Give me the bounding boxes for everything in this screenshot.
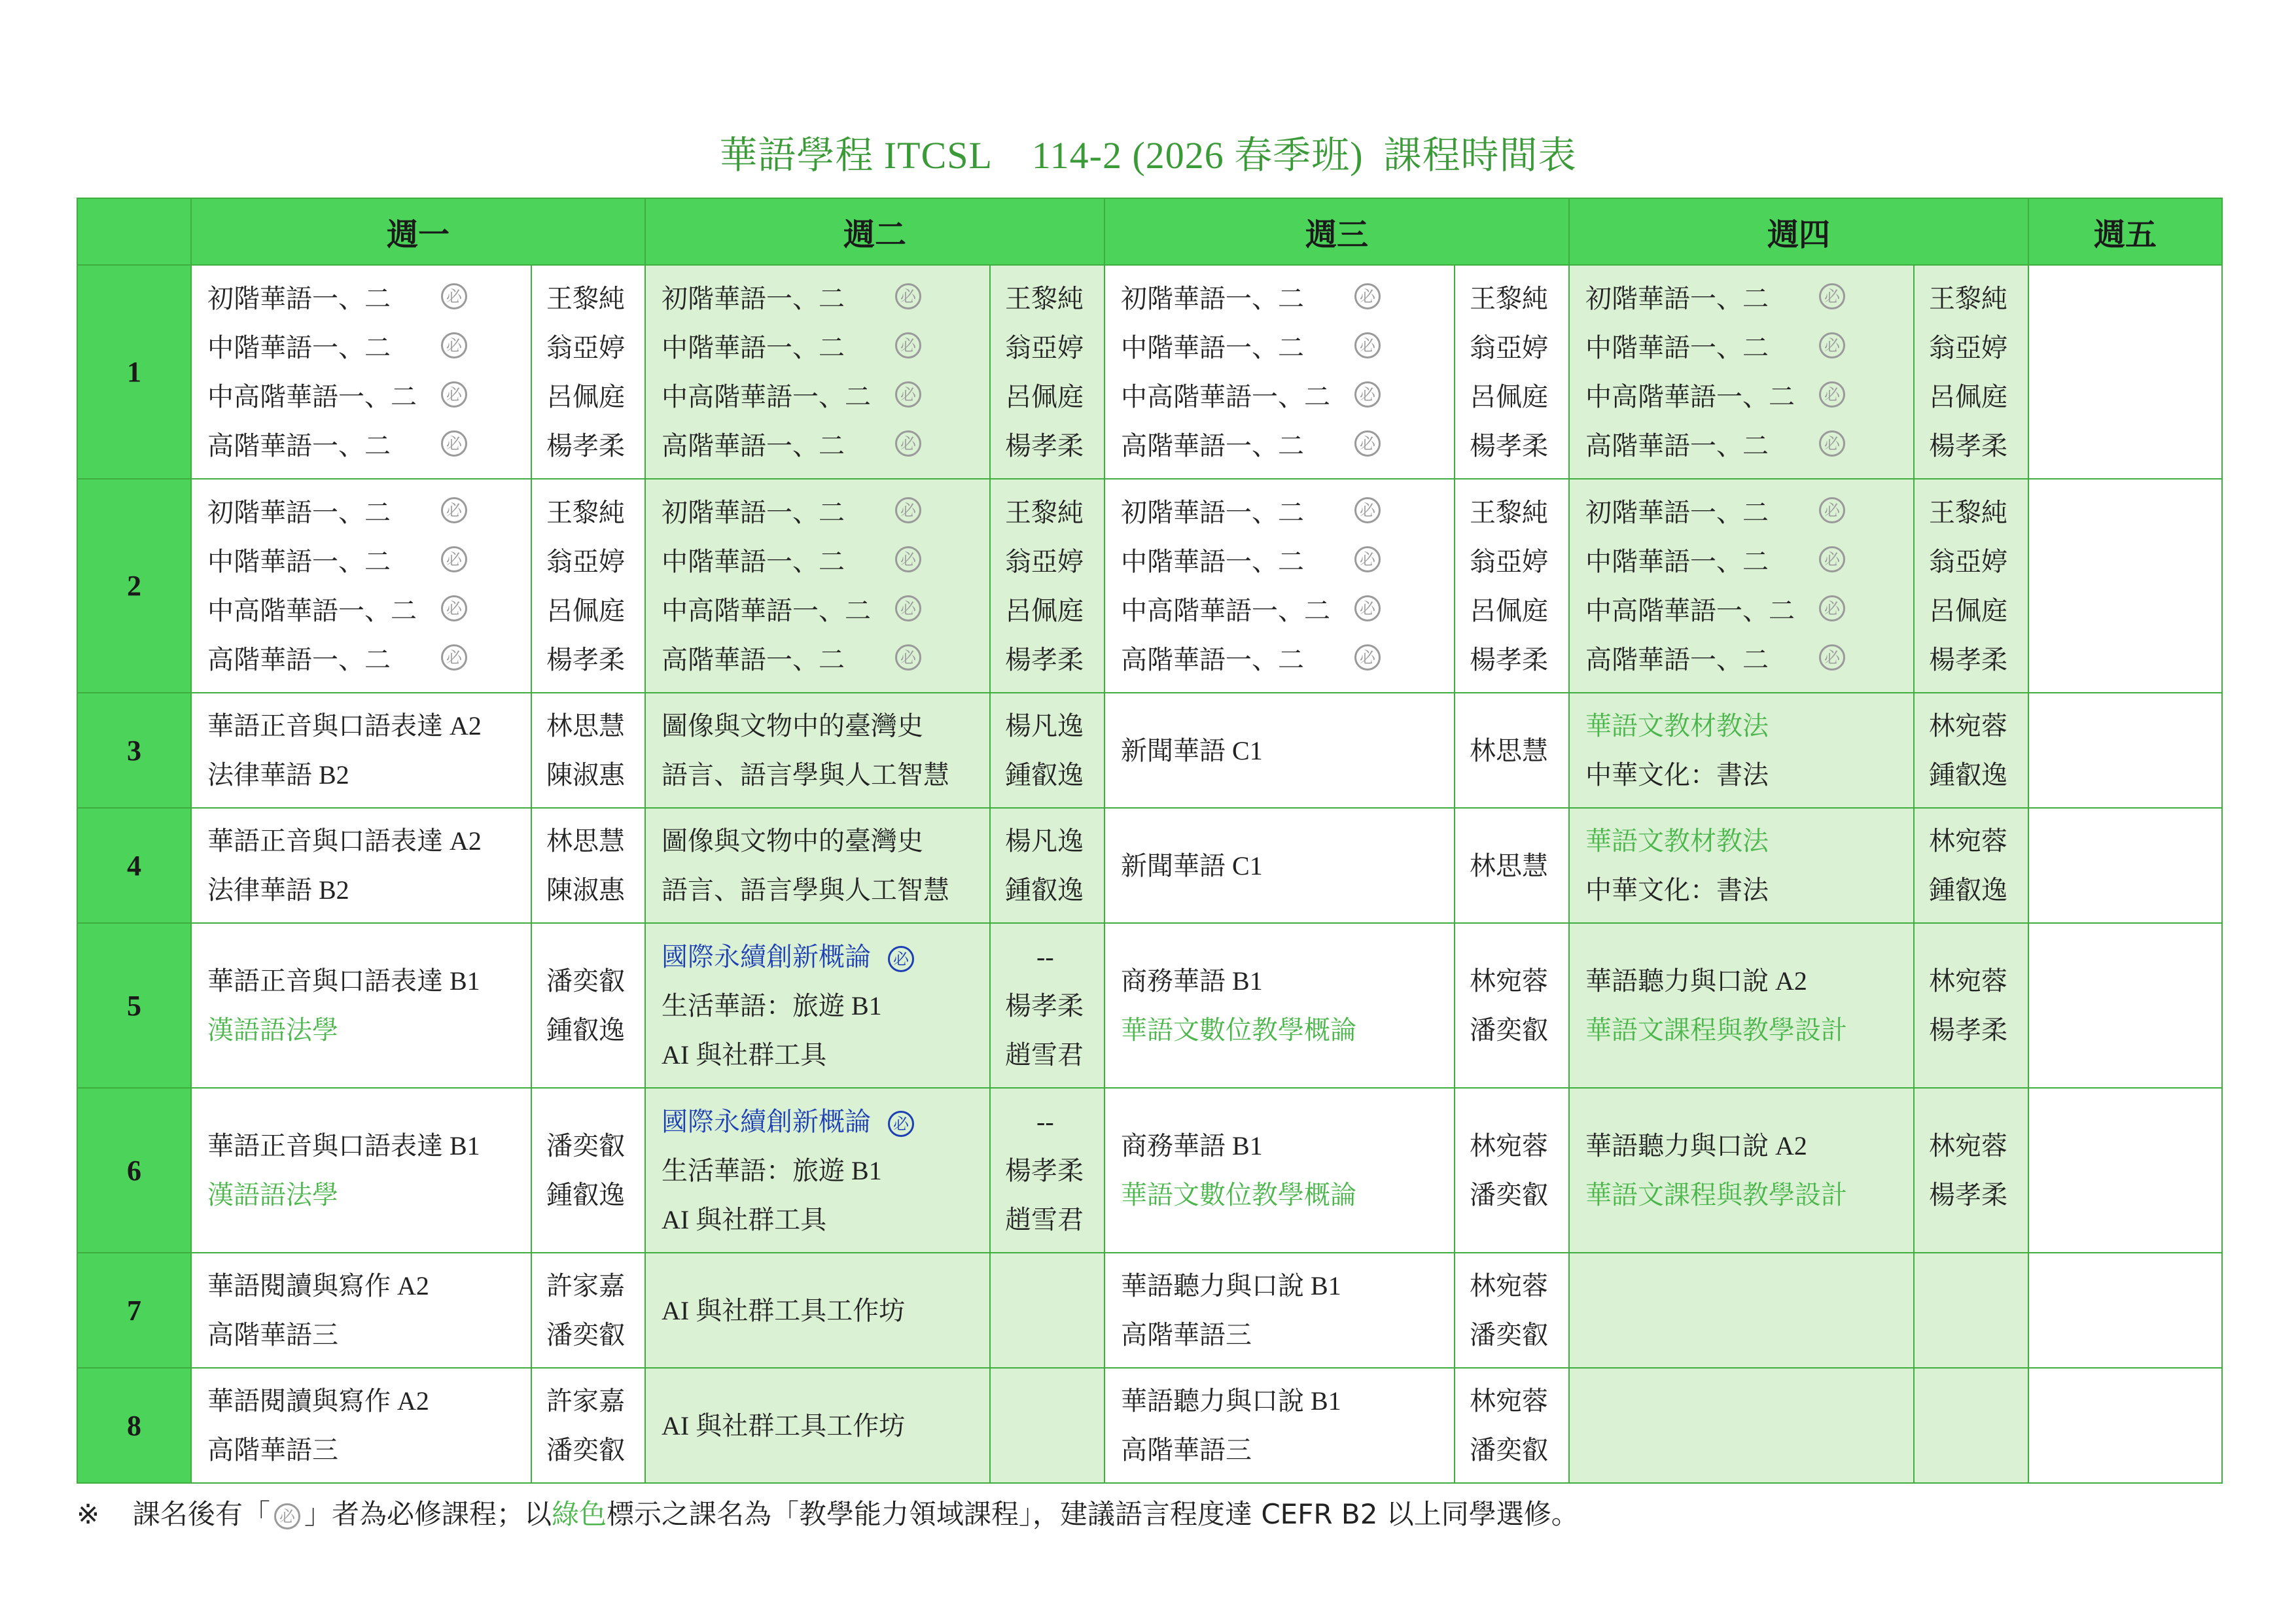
header-thursday: 週四 xyxy=(1569,198,2028,265)
course-name: 國際永續創新概論 xyxy=(662,1106,872,1136)
teacher-name: 翁亞婷 xyxy=(546,546,625,576)
teacher-name: 林宛蓉 xyxy=(1470,1271,1549,1300)
teacher-name: 林宛蓉 xyxy=(1929,711,2008,741)
course-name: 高階華語一、二 xyxy=(207,430,391,461)
course-name: 初階華語一、二 xyxy=(1585,497,1769,527)
required-icon: 必 xyxy=(1819,595,1845,621)
course-cell-thursday xyxy=(1569,1368,1914,1483)
required-icon: 必 xyxy=(895,497,921,523)
teacher-cell-monday xyxy=(531,1253,645,1368)
teacher-name: 楊孝柔 xyxy=(1929,430,2008,461)
teacher-name: 潘奕叡 xyxy=(1470,1320,1549,1350)
teacher-cell-wednesday xyxy=(1455,1253,1569,1368)
course-name: 高階華語一、二 xyxy=(662,644,845,674)
required-icon: 必 xyxy=(1819,430,1845,457)
course-name: 華語文教材教法 xyxy=(1585,826,1769,856)
teacher-name: 鍾叡逸 xyxy=(1005,875,1084,905)
teacher-name: -- xyxy=(1036,1106,1054,1136)
course-name: 中階華語一、二 xyxy=(1121,546,1305,576)
required-icon: 必 xyxy=(1819,546,1845,572)
teacher-name: 楊孝柔 xyxy=(1005,1155,1084,1185)
required-icon: 必 xyxy=(441,595,467,621)
course-name: 生活華語：旅遊 B1 xyxy=(662,1155,882,1185)
course-name: 中華文化：書法 xyxy=(1585,760,1769,790)
teacher-name: 王黎純 xyxy=(1470,497,1549,527)
teacher-name: 楊凡逸 xyxy=(1005,711,1084,741)
table-row xyxy=(77,923,2222,1088)
teacher-cell-wednesday xyxy=(1455,923,1569,1088)
teacher-cell-wednesday xyxy=(1455,808,1569,923)
teacher-name: 翁亞婷 xyxy=(1005,546,1084,576)
teacher-name: 陳淑惠 xyxy=(546,875,625,905)
header-corner xyxy=(77,198,191,265)
teacher-cell-tuesday xyxy=(990,1253,1104,1368)
teacher-name: 王黎純 xyxy=(546,497,625,527)
course-name: 法律華語 B2 xyxy=(207,875,349,905)
course-name: 高階華語一、二 xyxy=(1121,430,1305,461)
teacher-cell-tuesday xyxy=(990,693,1104,808)
table-row xyxy=(77,693,2222,808)
teacher-name: 潘奕叡 xyxy=(546,1435,625,1465)
course-name: 國際永續創新概論 xyxy=(662,941,872,971)
friday-cell xyxy=(2028,808,2222,923)
course-cell-monday xyxy=(191,479,531,693)
required-icon: 必 xyxy=(441,381,467,408)
course-name: 新聞華語 C1 xyxy=(1121,735,1263,765)
teacher-name: 楊孝柔 xyxy=(1470,430,1549,461)
note-text-3: 標示之課名為「教學能力領域課程」，建議語言程度達 CEFR B2 以上同學選修。 xyxy=(606,1498,1579,1530)
course-name: 中階華語一、二 xyxy=(207,332,391,362)
course-name: 華語聽力與口說 B1 xyxy=(1121,1386,1341,1416)
teacher-name: 楊孝柔 xyxy=(1005,430,1084,461)
course-cell-monday xyxy=(191,923,531,1088)
friday-cell xyxy=(2028,693,2222,808)
header-wednesday: 週三 xyxy=(1104,198,1569,265)
required-icon: 必 xyxy=(1819,283,1845,309)
required-icon: 必 xyxy=(1354,546,1381,572)
course-name: 圖像與文物中的臺灣史 xyxy=(662,826,924,856)
course-name: 中階華語一、二 xyxy=(662,332,845,362)
teacher-cell-tuesday xyxy=(990,479,1104,693)
schedule-body xyxy=(77,265,2222,1483)
course-name: 中高階華語一、二 xyxy=(207,595,417,625)
course-name: AI 與社群工具工作坊 xyxy=(662,1295,906,1325)
teacher-name: 楊孝柔 xyxy=(1929,1015,2008,1045)
course-name: 中階華語一、二 xyxy=(1121,332,1305,362)
teacher-cell-monday xyxy=(531,1088,645,1253)
teacher-name: 呂佩庭 xyxy=(1005,595,1084,625)
course-name: 語言、語言學與人工智慧 xyxy=(662,760,950,790)
required-icon: 必 xyxy=(441,546,467,572)
header-row xyxy=(77,198,2222,265)
teacher-name: 鍾叡逸 xyxy=(546,1015,625,1045)
footnote xyxy=(77,1493,1579,1532)
teacher-name: 王黎純 xyxy=(1929,497,2008,527)
teacher-name: 潘奕叡 xyxy=(1470,1015,1549,1045)
course-name: 高階華語三 xyxy=(207,1435,338,1465)
friday-cell xyxy=(2028,923,2222,1088)
required-icon: 必 xyxy=(888,1111,914,1137)
course-name: 中高階華語一、二 xyxy=(662,381,872,411)
teacher-name: 呂佩庭 xyxy=(1929,595,2008,625)
teacher-name: 呂佩庭 xyxy=(1005,381,1084,411)
course-name: 中階華語一、二 xyxy=(662,546,845,576)
period-number: 3 xyxy=(77,693,191,808)
course-name: 商務華語 B1 xyxy=(1121,1131,1263,1161)
required-icon: 必 xyxy=(1354,283,1381,309)
teacher-cell-thursday xyxy=(1914,1088,2028,1253)
course-cell-thursday xyxy=(1569,808,1914,923)
teacher-cell-thursday xyxy=(1914,265,2028,479)
course-name: 中高階華語一、二 xyxy=(1585,595,1795,625)
teacher-name: 王黎純 xyxy=(1470,283,1549,313)
course-name: 高階華語三 xyxy=(1121,1435,1252,1465)
page-title xyxy=(0,124,2296,179)
course-cell-wednesday xyxy=(1104,923,1455,1088)
teacher-name: 林宛蓉 xyxy=(1470,966,1549,996)
course-name: 高階華語一、二 xyxy=(207,644,391,674)
required-icon: 必 xyxy=(1819,497,1845,523)
course-name: 華語聽力與口說 A2 xyxy=(1585,966,1807,996)
course-name: 漢語語法學 xyxy=(207,1180,338,1210)
title-prefix: 華語學程 ITCSL xyxy=(719,134,991,177)
period-number: 4 xyxy=(77,808,191,923)
course-name: 華語聽力與口說 A2 xyxy=(1585,1131,1807,1161)
note-mark: ※ xyxy=(77,1498,100,1530)
course-name: 華語文課程與教學設計 xyxy=(1585,1180,1848,1210)
required-icon: 必 xyxy=(895,595,921,621)
required-icon: 必 xyxy=(895,546,921,572)
teacher-cell-monday xyxy=(531,479,645,693)
teacher-cell-wednesday xyxy=(1455,1368,1569,1483)
teacher-cell-thursday xyxy=(1914,1253,2028,1368)
course-cell-wednesday xyxy=(1104,1088,1455,1253)
teacher-cell-thursday xyxy=(1914,1368,2028,1483)
note-green-word: 綠色 xyxy=(551,1498,607,1530)
teacher-cell-thursday xyxy=(1914,808,2028,923)
teacher-name: 呂佩庭 xyxy=(1470,381,1549,411)
required-icon: 必 xyxy=(888,946,914,972)
teacher-cell-monday xyxy=(531,1368,645,1483)
teacher-cell-tuesday xyxy=(990,923,1104,1088)
teacher-name: 楊孝柔 xyxy=(1470,644,1549,674)
course-name: 生活華語：旅遊 B1 xyxy=(662,990,882,1021)
course-name: AI 與社群工具 xyxy=(662,1204,827,1234)
teacher-name: 鍾叡逸 xyxy=(1929,875,2008,905)
required-icon: 必 xyxy=(1819,332,1845,358)
teacher-name: 翁亞婷 xyxy=(1929,332,2008,362)
teacher-name: 楊孝柔 xyxy=(1929,1180,2008,1210)
note-text-1: 課名後有「 xyxy=(132,1498,270,1530)
teacher-cell-wednesday xyxy=(1455,1088,1569,1253)
course-name: 華語正音與口語表達 A2 xyxy=(207,711,482,741)
teacher-cell-monday xyxy=(531,265,645,479)
course-cell-thursday xyxy=(1569,1253,1914,1368)
teacher-name: 王黎純 xyxy=(1005,283,1084,313)
teacher-name: 王黎純 xyxy=(1005,497,1084,527)
course-name: 中高階華語一、二 xyxy=(1121,381,1331,411)
teacher-name: 林思慧 xyxy=(546,826,625,856)
teacher-cell-wednesday xyxy=(1455,693,1569,808)
teacher-cell-tuesday xyxy=(990,1368,1104,1483)
teacher-name: 潘奕叡 xyxy=(1470,1435,1549,1465)
course-cell-monday xyxy=(191,1368,531,1483)
course-cell-wednesday xyxy=(1104,1368,1455,1483)
period-number: 2 xyxy=(77,479,191,693)
period-number: 6 xyxy=(77,1088,191,1253)
teacher-cell-wednesday xyxy=(1455,265,1569,479)
teacher-cell-thursday xyxy=(1914,479,2028,693)
period-number: 7 xyxy=(77,1253,191,1368)
required-icon: 必 xyxy=(1819,381,1845,408)
course-name: 華語文教材教法 xyxy=(1585,711,1769,741)
course-name: 華語聽力與口說 B1 xyxy=(1121,1271,1341,1300)
course-name: 華語正音與口語表達 B1 xyxy=(207,966,480,996)
course-name: 漢語語法學 xyxy=(207,1015,338,1045)
teacher-cell-monday xyxy=(531,693,645,808)
course-cell-tuesday xyxy=(645,808,990,923)
header-tuesday: 週二 xyxy=(645,198,1104,265)
required-icon: 必 xyxy=(1354,332,1381,358)
course-name: 高階華語一、二 xyxy=(1585,644,1769,674)
course-cell-wednesday xyxy=(1104,1253,1455,1368)
course-name: 高階華語三 xyxy=(207,1320,338,1350)
note-text-2: 」者為必修課程；以 xyxy=(304,1498,552,1530)
teacher-name: 翁亞婷 xyxy=(1470,546,1549,576)
required-icon: 必 xyxy=(441,644,467,671)
table-row xyxy=(77,1088,2222,1253)
required-icon: 必 xyxy=(895,430,921,457)
friday-cell xyxy=(2028,1368,2222,1483)
teacher-cell-thursday xyxy=(1914,693,2028,808)
teacher-cell-wednesday xyxy=(1455,479,1569,693)
teacher-name: 呂佩庭 xyxy=(546,381,625,411)
course-name: 初階華語一、二 xyxy=(662,497,845,527)
course-cell-wednesday xyxy=(1104,693,1455,808)
table-row xyxy=(77,265,2222,479)
course-cell-tuesday xyxy=(645,1368,990,1483)
table-row xyxy=(77,479,2222,693)
teacher-name: 林宛蓉 xyxy=(1929,1131,2008,1161)
course-name: 高階華語三 xyxy=(1121,1320,1252,1350)
teacher-name: 呂佩庭 xyxy=(546,595,625,625)
course-cell-monday xyxy=(191,808,531,923)
course-name: AI 與社群工具 xyxy=(662,1039,827,1070)
teacher-name: 鍾叡逸 xyxy=(1929,760,2008,790)
course-name: 中階華語一、二 xyxy=(207,546,391,576)
teacher-name: 翁亞婷 xyxy=(1929,546,2008,576)
course-name: 中華文化：書法 xyxy=(1585,875,1769,905)
title-term: 114-2 (2026 春季班) xyxy=(1031,134,1364,177)
teacher-name: 林思慧 xyxy=(1470,850,1549,881)
teacher-name: 呂佩庭 xyxy=(1929,381,2008,411)
teacher-name: 鍾叡逸 xyxy=(546,1180,625,1210)
course-name: 華語文數位教學概論 xyxy=(1121,1180,1357,1210)
course-name: 法律華語 B2 xyxy=(207,760,349,790)
teacher-cell-thursday xyxy=(1914,923,2028,1088)
course-cell-thursday xyxy=(1569,479,1914,693)
course-name: 華語正音與口語表達 A2 xyxy=(207,826,482,856)
teacher-name: 楊孝柔 xyxy=(546,644,625,674)
course-name: 初階華語一、二 xyxy=(1121,283,1305,313)
course-name: 中高階華語一、二 xyxy=(1585,381,1795,411)
course-name: 高階華語一、二 xyxy=(1121,644,1305,674)
course-name: 初階華語一、二 xyxy=(662,283,845,313)
course-name: 新聞華語 C1 xyxy=(1121,850,1263,881)
teacher-name: 林思慧 xyxy=(546,711,625,741)
course-name: 華語文課程與教學設計 xyxy=(1585,1015,1848,1045)
required-icon: 必 xyxy=(441,332,467,358)
course-name: 中高階華語一、二 xyxy=(1121,595,1331,625)
required-icon: 必 xyxy=(895,644,921,671)
required-icon: 必 xyxy=(1819,644,1845,671)
teacher-name: 林思慧 xyxy=(1470,735,1549,765)
course-cell-monday xyxy=(191,265,531,479)
teacher-name: 鍾叡逸 xyxy=(1005,760,1084,790)
teacher-name: 王黎純 xyxy=(546,283,625,313)
teacher-name: 楊凡逸 xyxy=(1005,826,1084,856)
header-friday: 週五 xyxy=(2028,198,2222,265)
teacher-name: 翁亞婷 xyxy=(546,332,625,362)
table-row xyxy=(77,808,2222,923)
teacher-name: 翁亞婷 xyxy=(1470,332,1549,362)
course-cell-tuesday xyxy=(645,693,990,808)
friday-cell xyxy=(2028,1088,2222,1253)
required-icon: 必 xyxy=(895,283,921,309)
course-cell-wednesday xyxy=(1104,265,1455,479)
course-name: 中階華語一、二 xyxy=(1585,332,1769,362)
teacher-name: 楊孝柔 xyxy=(1929,644,2008,674)
course-name: 華語正音與口語表達 B1 xyxy=(207,1131,480,1161)
course-cell-thursday xyxy=(1569,265,1914,479)
friday-cell xyxy=(2028,265,2222,479)
course-name: 圖像與文物中的臺灣史 xyxy=(662,711,924,741)
friday-cell xyxy=(2028,1253,2222,1368)
teacher-name: -- xyxy=(1036,941,1054,971)
course-name: 商務華語 B1 xyxy=(1121,966,1263,996)
course-name: 華語閱讀與寫作 A2 xyxy=(207,1386,429,1416)
course-cell-tuesday xyxy=(645,923,990,1088)
course-name: 中高階華語一、二 xyxy=(662,595,872,625)
period-number: 5 xyxy=(77,923,191,1088)
header-monday: 週一 xyxy=(191,198,645,265)
teacher-name: 趙雪君 xyxy=(1005,1204,1084,1234)
course-cell-thursday xyxy=(1569,923,1914,1088)
course-name: 初階華語一、二 xyxy=(207,283,391,313)
teacher-name: 潘奕叡 xyxy=(1470,1180,1549,1210)
schedule-table xyxy=(77,198,2223,1484)
course-cell-monday xyxy=(191,1253,531,1368)
course-cell-tuesday xyxy=(645,1088,990,1253)
teacher-name: 楊孝柔 xyxy=(546,430,625,461)
teacher-cell-tuesday xyxy=(990,265,1104,479)
course-cell-monday xyxy=(191,693,531,808)
teacher-name: 趙雪君 xyxy=(1005,1039,1084,1070)
required-icon: 必 xyxy=(441,430,467,457)
teacher-name: 林宛蓉 xyxy=(1470,1386,1549,1416)
title-suffix: 課程時間表 xyxy=(1383,134,1577,177)
course-name: 華語文數位教學概論 xyxy=(1121,1015,1357,1045)
course-name: 中高階華語一、二 xyxy=(207,381,417,411)
teacher-name: 林宛蓉 xyxy=(1470,1131,1549,1161)
teacher-cell-tuesday xyxy=(990,1088,1104,1253)
course-name: 高階華語一、二 xyxy=(662,430,845,461)
required-icon: 必 xyxy=(1354,497,1381,523)
course-cell-monday xyxy=(191,1088,531,1253)
course-name: 初階華語一、二 xyxy=(207,497,391,527)
required-icon: 必 xyxy=(895,381,921,408)
course-name: 高階華語一、二 xyxy=(1585,430,1769,461)
teacher-name: 陳淑惠 xyxy=(546,760,625,790)
required-icon: 必 xyxy=(1354,595,1381,621)
course-name: 初階華語一、二 xyxy=(1585,283,1769,313)
teacher-name: 林宛蓉 xyxy=(1929,966,2008,996)
teacher-name: 林宛蓉 xyxy=(1929,826,2008,856)
teacher-name: 潘奕叡 xyxy=(546,1320,625,1350)
teacher-name: 許家嘉 xyxy=(546,1271,625,1300)
teacher-cell-tuesday xyxy=(990,808,1104,923)
required-icon: 必 xyxy=(441,283,467,309)
required-icon: 必 xyxy=(441,497,467,523)
course-cell-tuesday xyxy=(645,265,990,479)
table-row xyxy=(77,1253,2222,1368)
course-name: 初階華語一、二 xyxy=(1121,497,1305,527)
course-name: AI 與社群工具工作坊 xyxy=(662,1410,906,1440)
period-number: 1 xyxy=(77,265,191,479)
friday-cell xyxy=(2028,479,2222,693)
teacher-name: 潘奕叡 xyxy=(546,966,625,996)
teacher-name: 楊孝柔 xyxy=(1005,644,1084,674)
teacher-cell-monday xyxy=(531,808,645,923)
required-icon: 必 xyxy=(1354,381,1381,408)
teacher-name: 呂佩庭 xyxy=(1470,595,1549,625)
teacher-name: 翁亞婷 xyxy=(1005,332,1084,362)
teacher-name: 楊孝柔 xyxy=(1005,990,1084,1021)
teacher-name: 許家嘉 xyxy=(546,1386,625,1416)
required-icon: 必 xyxy=(1354,430,1381,457)
course-cell-wednesday xyxy=(1104,808,1455,923)
required-icon: 必 xyxy=(1354,644,1381,671)
teacher-cell-monday xyxy=(531,923,645,1088)
period-number: 8 xyxy=(77,1368,191,1483)
course-cell-tuesday xyxy=(645,1253,990,1368)
course-cell-tuesday xyxy=(645,479,990,693)
required-icon: 必 xyxy=(895,332,921,358)
course-cell-thursday xyxy=(1569,693,1914,808)
teacher-name: 潘奕叡 xyxy=(546,1131,625,1161)
course-name: 語言、語言學與人工智慧 xyxy=(662,875,950,905)
course-cell-wednesday xyxy=(1104,479,1455,693)
table-row xyxy=(77,1368,2222,1483)
teacher-name: 王黎純 xyxy=(1929,283,2008,313)
course-name: 中階華語一、二 xyxy=(1585,546,1769,576)
course-cell-thursday xyxy=(1569,1088,1914,1253)
required-icon: 必 xyxy=(274,1503,300,1529)
course-name: 華語閱讀與寫作 A2 xyxy=(207,1271,429,1300)
